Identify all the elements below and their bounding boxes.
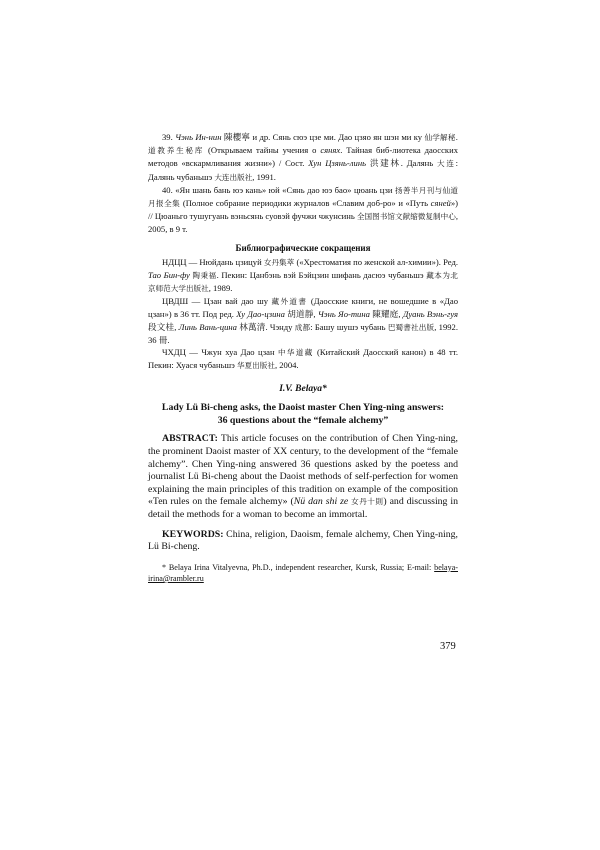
abbreviations-heading: Библиографические сокращения <box>235 242 371 253</box>
abstract-label: ABSTRACT: <box>162 433 218 445</box>
page-content <box>148 131 458 584</box>
keywords-label: KEYWORDS: <box>162 528 224 540</box>
article-title <box>148 402 458 427</box>
abbreviation-ndtsts: НДЦЦ — Нюйдань цзицуй 女丹集萃 («Хрестоматия по женской ал-химии»). Ред. Тао Бин-фу 陶秉福. Пекин: Цанбэнь вэй Бэйцзин шифань дасюэ чубаньшэ 藏本为北京师范大学出版社, 1989. <box>148 256 458 294</box>
author-footnote: * Belaya Irina Vitalyevna, Ph.D., independent researcher, Kursk, Russia; E-mail: belaya-irina@rambler.ru <box>148 562 458 583</box>
page-number: 379 <box>440 641 456 652</box>
abstract: ABSTRACT: This article focuses on the contribution of Chen Ying-ning, the prominent Daoist master of XX century, to the development of the “female alchemy”. Chen Ying-ning answered 36 questions asked by the poetess and journalist Lü Bi-cheng about the Daoist methods of self-perfection for women explaining the main principles of this tradition on example of the composition «Ten rules on the female alchemy» (Nü dan shi ze 女丹十則) and discussing in detail the methods for a woman to become an immortal. <box>148 433 458 521</box>
abbreviation-tsvdsh: ЦВДШ — Цзан вай дао шу 藏外道書 (Даосские книги, не вошедшие в «Дао цзан») в 36 тт. Под ред. Ху Дао-цзина 胡道靜, Чэнь Яо-тина 陳耀庭, Дуань Вэнь-гуя 段文桂, Линь Вань-цина 林萬清. Чэнду 成都: Башу шушэ чубань 巴蜀書社出版, 1992. 36 冊. <box>148 296 459 345</box>
article-title-line-1: Lady Lü Bi-cheng asks, the Daoist master Chen Ying-ning answers: <box>161 402 445 414</box>
keywords: KEYWORDS: China, religion, Daoism, female alchemy, Chen Ying-ning, Lü Bi-cheng. <box>148 528 458 553</box>
article-title-line-2: 36 questions about the “female alchemy” <box>217 414 389 426</box>
author-email-link[interactable]: belaya-irina@rambler.ru <box>148 562 458 583</box>
reference-39: 39. Чэнь Ин-нин 陳櫻寧 и др. Сянь сюэ цзе ми. Дао цзяо ян шэн ми ку 仙学解秘. 道教养生秘库 (Открываем тайны учения о сянях. Тайная биб-лиотека даосских методов «вскармливания жизни») / Сост. Хун Цзянь-линь 洪建林. Далянь 大连: Далянь чубаньшэ 大连出版社, 1991. <box>148 132 459 182</box>
article-author: I.V. Belaya* <box>279 384 327 395</box>
reference-40: 40. «Ян шань бань юэ кань» юй «Сянь дао юэ бао» цюань цзи 扬善半月刊与仙道月报全集 (Полное собрание периодики журналов «Славим доб-ро» и «Путь сяней») // Цюаньго тушугуань вэньсянь суовэй фучжи чжунсинь 全国图书馆文献缩微复制中心, 2005, в 9 т. <box>148 184 458 235</box>
abbreviation-chkhdts: ЧХДЦ — Чжун хуа Дао цзан 中华道藏 (Китайский Даосский канон) в 48 тт. Пекин: Хуася чубаньшэ 华夏出版社, 2004. <box>148 347 459 371</box>
